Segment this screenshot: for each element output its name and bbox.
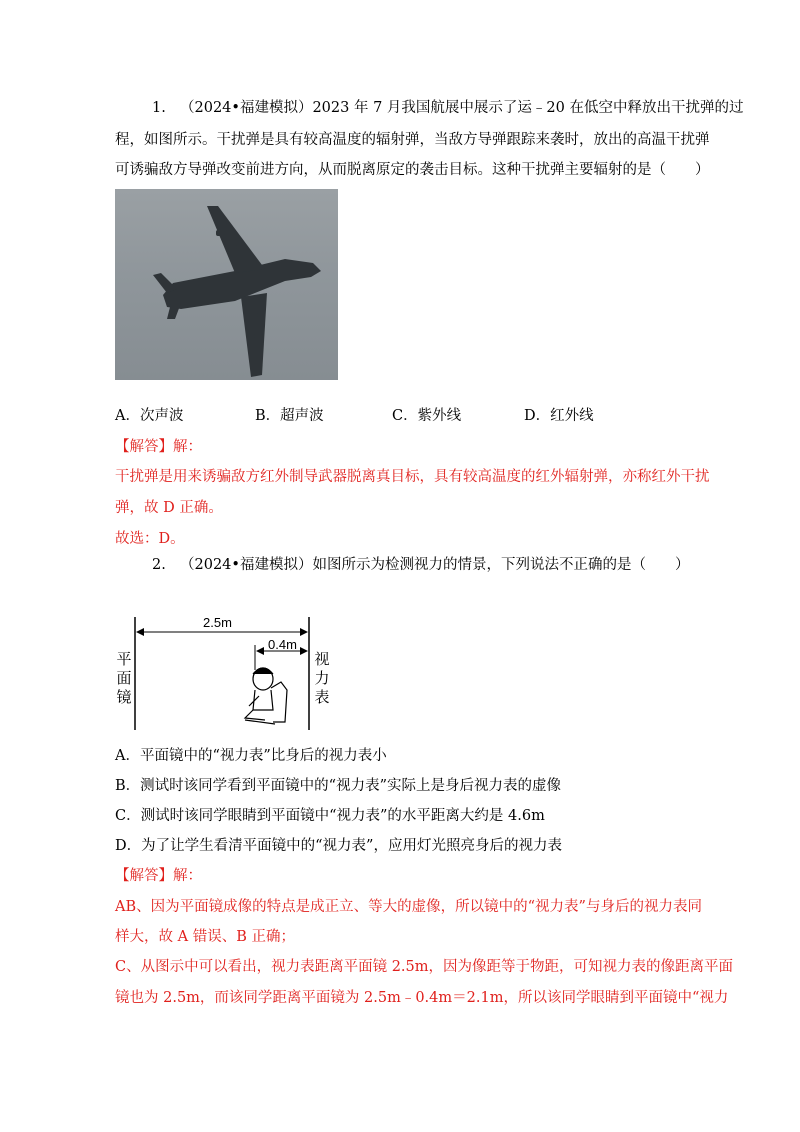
q2-number: 2. bbox=[152, 557, 166, 573]
q1-option-c: C．紫外线 bbox=[392, 408, 462, 424]
q2-option-d: D．为了让学生看清平面镜中的“视力表”，应用灯光照亮身后的视力表 bbox=[115, 838, 562, 854]
q1-number: 1. bbox=[152, 100, 166, 116]
q1-stem-line-2: 程，如图所示。干扰弹是具有较高温度的辐射弹，当敌方导弹跟踪来袭时，放出的高温干扰弹 bbox=[115, 132, 710, 148]
q2-option-c: C．测试时该同学眼睛到平面镜中“视力表”的水平距离大约是 4.6m bbox=[115, 808, 545, 824]
total-distance-label: 2.5m bbox=[203, 615, 232, 630]
q2-option-a: A．平面镜中的“视力表”比身后的视力表小 bbox=[115, 748, 387, 764]
q1-stem-line-3: 可诱骗敌方导弹改变前进方向，从而脱离原定的袭击目标。这种干扰弹主要辐射的是（ ） bbox=[115, 162, 710, 178]
q2-option-b: B．测试时该同学看到平面镜中的“视力表”实际上是身后视力表的虚像 bbox=[115, 778, 561, 794]
q1-answer-choice: 故选：D。 bbox=[115, 531, 185, 547]
q1-answer-line-2: 弹，故 D 正确。 bbox=[115, 500, 223, 516]
aircraft-photo bbox=[115, 189, 338, 380]
q2-answer-line-1: AB、因为平面镜成像的特点是成正立、等大的虚像，所以镜中的“视力表”与身后的视力表同 bbox=[115, 899, 702, 915]
q1-option-d: D．红外线 bbox=[524, 408, 594, 424]
q1-option-b: B．超声波 bbox=[255, 408, 324, 424]
q1-option-a: A．次声波 bbox=[115, 408, 184, 424]
q1-answer-heading: 【解答】解： bbox=[115, 439, 202, 455]
q2-answer-heading: 【解答】解： bbox=[115, 868, 202, 884]
eye-test-diagram bbox=[115, 610, 345, 730]
q1-answer-line-1: 干扰弹是用来诱骗敌方红外制导武器脱离真目标，具有较高温度的红外辐射弹，亦称红外干扰 bbox=[115, 469, 710, 485]
aircraft-silhouette bbox=[115, 189, 338, 380]
q2-answer-line-2: 样大，故 A 错误、B 正确； bbox=[115, 929, 295, 945]
mirror-label: 平面镜 bbox=[116, 650, 132, 706]
q2-answer-line-3: C、从图示中可以看出，视力表距离平面镜 2.5m，因为像距等于物距，可知视力表的像距离平面 bbox=[115, 959, 734, 975]
q1-stem-line-1: （2024•福建模拟）2023 年 7 月我国航展中展示了运﹣20 在低空中释放出干扰弹的过 bbox=[180, 100, 744, 116]
q2-stem: （2024•福建模拟）如图所示为检测视力的情景，下列说法不正确的是（ ） bbox=[180, 557, 690, 573]
chart-label: 视力表 bbox=[314, 650, 330, 706]
q2-answer-line-4: 镜也为 2.5m，而该同学距离平面镜为 2.5m﹣0.4m＝2.1m，所以该同学眼睛到平面镜中“视力 bbox=[115, 990, 729, 1006]
student-figure bbox=[245, 668, 287, 724]
person-distance-label: 0.4m bbox=[268, 637, 297, 652]
